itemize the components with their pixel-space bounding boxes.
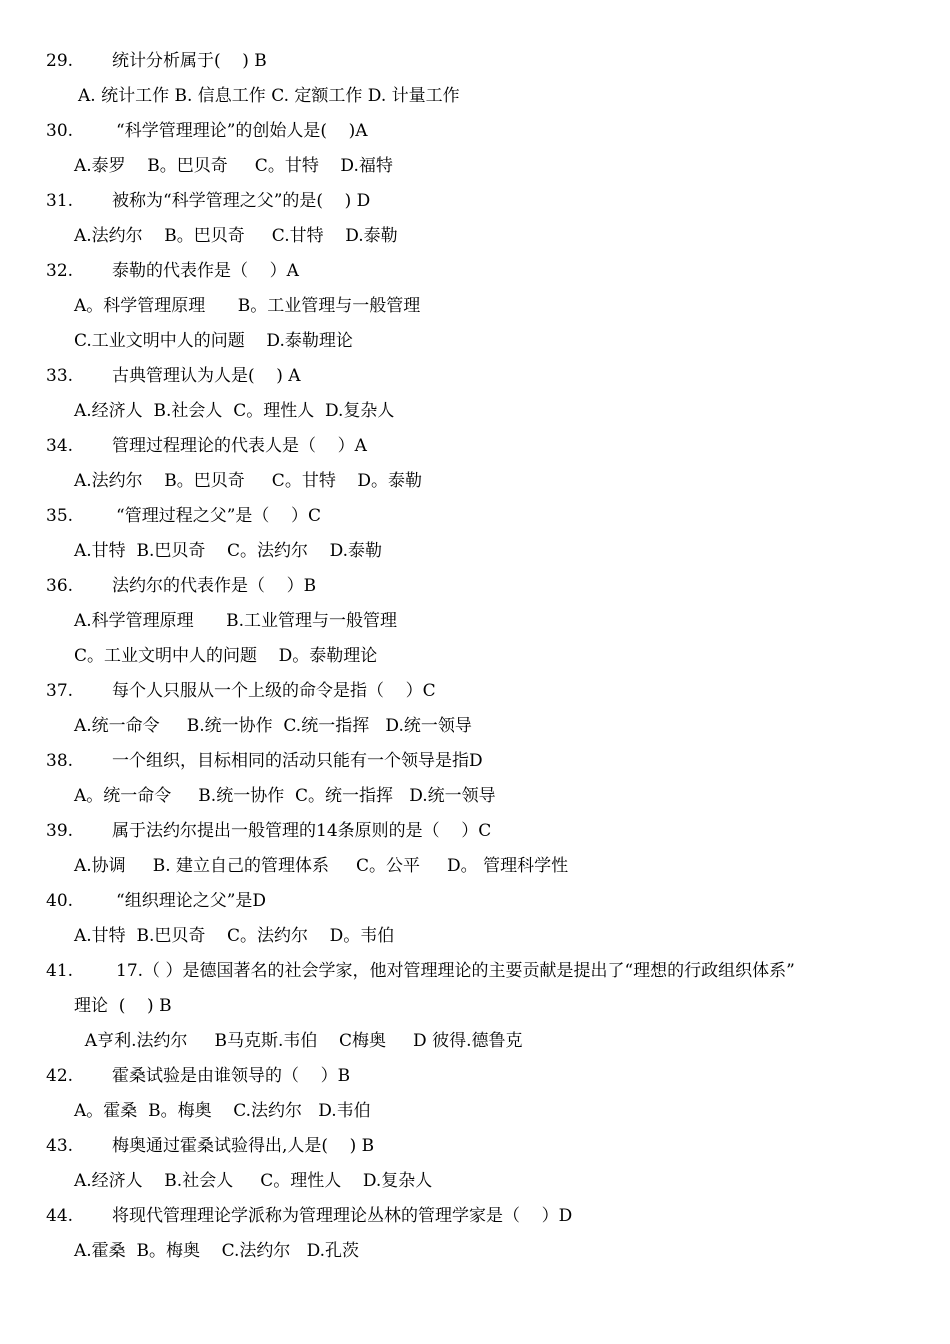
options-text: A. 统计工作 B. 信息工作 C. 定额工作 D. 计量工作: [78, 86, 460, 106]
options-text: A.统一命令 B.统一协作 C.统一指挥 D.统一领导: [74, 716, 472, 736]
answer-options: [0, 1100, 950, 1122]
question-text: 统计分析属于( ) B: [112, 51, 267, 71]
question-text: 梅奥通过霍桑试验得出,人是( ) B: [112, 1136, 375, 1156]
question-text: 古典管理认为人是( ) A: [112, 366, 301, 386]
question-text: 属于法约尔提出一般管理的14条原则的是（ ）C: [112, 821, 492, 841]
question-text: “科学管理理论”的创始人是( )A: [116, 121, 368, 141]
answer-options: [0, 785, 950, 807]
options-text: A.经济人 B.社会人 C。理性人 D.复杂人: [74, 401, 395, 421]
answer-options: [0, 1240, 950, 1262]
question-text: 泰勒的代表作是（ ）A: [112, 261, 299, 281]
question-line: [0, 1205, 950, 1227]
answer-options: [0, 1030, 950, 1052]
answer-options: [0, 400, 950, 422]
options-text: 理论 ( ) B: [74, 996, 172, 1016]
options-text: A.协调 B. 建立自己的管理体系 C。公平 D。 管理科学性: [74, 856, 569, 876]
answer-options: [0, 645, 950, 667]
options-text: A.科学管理原理 B.工业管理与一般管理: [74, 611, 397, 631]
answer-options: [0, 925, 950, 947]
answer-options: [0, 715, 950, 737]
question-number: 43.: [46, 1136, 74, 1156]
question-line: [0, 1065, 950, 1087]
options-text: A.泰罗 B。巴贝奇 C。甘特 D.福特: [74, 156, 393, 176]
question-line: [0, 960, 950, 982]
question-number: 31.: [46, 191, 74, 211]
answer-options: [0, 540, 950, 562]
question-number: 30.: [46, 121, 74, 141]
question-number: 37.: [46, 681, 74, 701]
question-line: [0, 575, 950, 597]
answer-options: [0, 610, 950, 632]
question-number: 41.: [46, 961, 74, 981]
options-text: C。工业文明中人的问题 D。泰勒理论: [74, 646, 378, 666]
question-line: [0, 1135, 950, 1157]
answer-options: [0, 855, 950, 877]
question-text: 一个组织，目标相同的活动只能有一个领导是指D: [112, 751, 483, 771]
options-text: A.甘特 B.巴贝奇 C。法约尔 D。韦伯: [74, 926, 395, 946]
question-number: 32.: [46, 261, 74, 281]
answer-options: [0, 995, 950, 1017]
options-text: C.工业文明中人的问题 D.泰勒理论: [74, 331, 353, 351]
question-number: 33.: [46, 366, 74, 386]
question-text: “组织理论之父”是D: [116, 891, 267, 911]
question-number: 36.: [46, 576, 74, 596]
answer-options: [0, 1170, 950, 1192]
question-number: 35.: [46, 506, 74, 526]
question-number: 38.: [46, 751, 74, 771]
question-line: [0, 505, 950, 527]
question-text: 17.（ ）是德国著名的社会学家，他对管理理论的主要贡献是提出了“理想的行政组织体系”: [116, 961, 795, 981]
question-text: 法约尔的代表作是（ ）B: [112, 576, 317, 596]
question-line: [0, 260, 950, 282]
question-line: [0, 820, 950, 842]
answer-options: [0, 225, 950, 247]
options-text: A.霍桑 B。梅奥 C.法约尔 D.孔茨: [74, 1241, 360, 1261]
options-text: A.甘特 B.巴贝奇 C。法约尔 D.泰勒: [74, 541, 383, 561]
question-number: 29.: [46, 51, 74, 71]
options-text: A。统一命令 B.统一协作 C。统一指挥 D.统一领导: [74, 786, 496, 806]
options-text: A.法约尔 B。巴贝奇 C.甘特 D.泰勒: [74, 226, 398, 246]
question-number: 34.: [46, 436, 74, 456]
question-line: [0, 680, 950, 702]
question-text: 每个人只服从一个上级的命令是指（ ）C: [112, 681, 436, 701]
answer-options: [0, 295, 950, 317]
question-text: 霍桑试验是由谁领导的（ ）B: [112, 1066, 351, 1086]
answer-options: [0, 85, 950, 107]
question-line: [0, 750, 950, 772]
answer-options: [0, 330, 950, 352]
answer-options: [0, 470, 950, 492]
question-line: [0, 890, 950, 912]
answer-options: [0, 155, 950, 177]
question-line: [0, 435, 950, 457]
question-line: [0, 120, 950, 142]
options-text: A.法约尔 B。巴贝奇 C。甘特 D。泰勒: [74, 471, 423, 491]
options-text: A。霍桑 B。梅奥 C.法约尔 D.韦伯: [74, 1101, 371, 1121]
question-text: 被称为“科学管理之父”的是( ) D: [112, 191, 371, 211]
question-number: 44.: [46, 1206, 74, 1226]
question-line: [0, 50, 950, 72]
question-text: 将现代管理理论学派称为管理理论丛林的管理学家是（ ）D: [112, 1206, 573, 1226]
options-text: A。科学管理原理 B。工业管理与一般管理: [74, 296, 421, 316]
question-number: 42.: [46, 1066, 74, 1086]
question-number: 40.: [46, 891, 74, 911]
question-text: “管理过程之父”是（ ）C: [116, 506, 322, 526]
options-text: A.经济人 B.社会人 C。理性人 D.复杂人: [74, 1171, 433, 1191]
question-text: 管理过程理论的代表人是（ ）A: [112, 436, 367, 456]
question-line: [0, 190, 950, 212]
question-line: [0, 365, 950, 387]
question-number: 39.: [46, 821, 74, 841]
options-text: A亨利.法约尔 B马克斯.韦伯 C梅奥 D 彼得.德鲁克: [74, 1031, 523, 1051]
